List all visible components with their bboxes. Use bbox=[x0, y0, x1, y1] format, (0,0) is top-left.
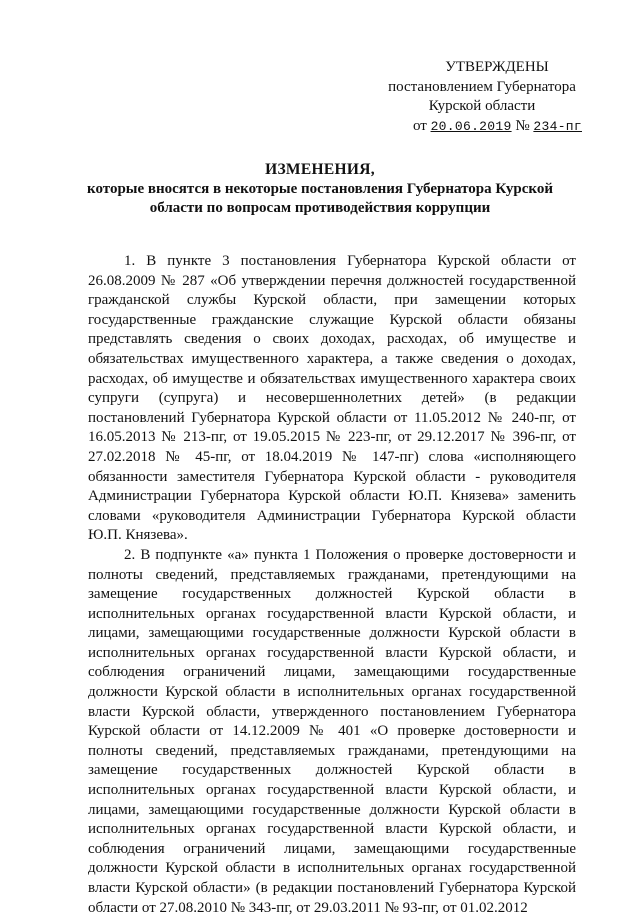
approval-region: Курской области bbox=[428, 98, 536, 114]
approval-number: 234-пг bbox=[533, 118, 582, 134]
date-prefix: от bbox=[412, 117, 427, 134]
approval-date-line bbox=[372, 117, 592, 137]
document-title: ИЗМЕНЕНИЯ, bbox=[265, 161, 375, 178]
approval-date: 20.06.2019 bbox=[430, 118, 512, 134]
approval-block bbox=[372, 58, 592, 136]
paragraph-1: 1. В пункте 3 постановления Губернатора Курской области от 26.08.2009 № 287 «Об утверждении перечня должностей государственной гражданской службы Курской области, при замещении которых государственные гражданские служащие Курской области обязаны представлять сведения о своих доходах, расходах, об имуществе и обязательствах имущественного характера, а также сведения о доходах, расходах, об имуществе и обязательствах имущественного характера своих супруги (супруга) и несовершеннолетних детей» (в редакции постановлений Губернатора Курской области от 11.05.2012 № 240-пг, от 16.05.2013 № 213-пг, от 19.05.2015 № 223-пг, от 29.12.2017 № 396-пг, от 27.02.2018 № 45-пг, от 18.04.2019 № 147-пг) слова «исполняющего обязанности заместителя Губернатора Курской области - руководителя Администрации Губернатора Курской области Ю.П. Князева» заменить словами «руководителя Администрации Губернатора Курской области Ю.П. Князева». bbox=[88, 253, 576, 544]
document-subtitle: которые вносятся в некоторые постановления Губернатора Курской области по вопросам противодействия коррупции bbox=[87, 180, 553, 216]
paragraph-2: 2. В подпункте «а» пункта 1 Положения о проверке достоверности и полноты сведений, представляемых гражданами, претендующими на замещение государственных должностей Курской области в исполнительных органах государственной власти Курской области, и лицами, замещающими государственные должности Курской области в исполнительных органах государственной власти Курской области, и соблюдения ограничений лицами, замещающими государственные должности Курской области в исполнительных органах государственной власти Курской области, утвержденного постановлением Губернатора Курской области от 14.12.2009 № 401 «О проверке достоверности и полноты сведений, представляемых гражданами, претендующими на замещение государственных должностей Курской области в исполнительных органах государственной власти Курской области, и лицами, замещающими государственные должности Курской области в исполнительных органах государственной власти Курской области, и соблюдения ограничений лицами, замещающими государственные должности Курской области в исполнительных органах государственной власти Курской области» (в редакции постановлений Губернатора Курской области от 27.08.2010 № 343-пг, от 29.03.2011 № 93-пг, от 01.02.2012 bbox=[88, 546, 576, 916]
document-body bbox=[88, 252, 576, 918]
number-prefix: № bbox=[515, 117, 530, 134]
approval-authority: постановлением Губернатора bbox=[388, 78, 576, 95]
document-heading bbox=[60, 160, 580, 219]
approval-title: УТВЕРЖДЕНЫ bbox=[445, 59, 549, 75]
